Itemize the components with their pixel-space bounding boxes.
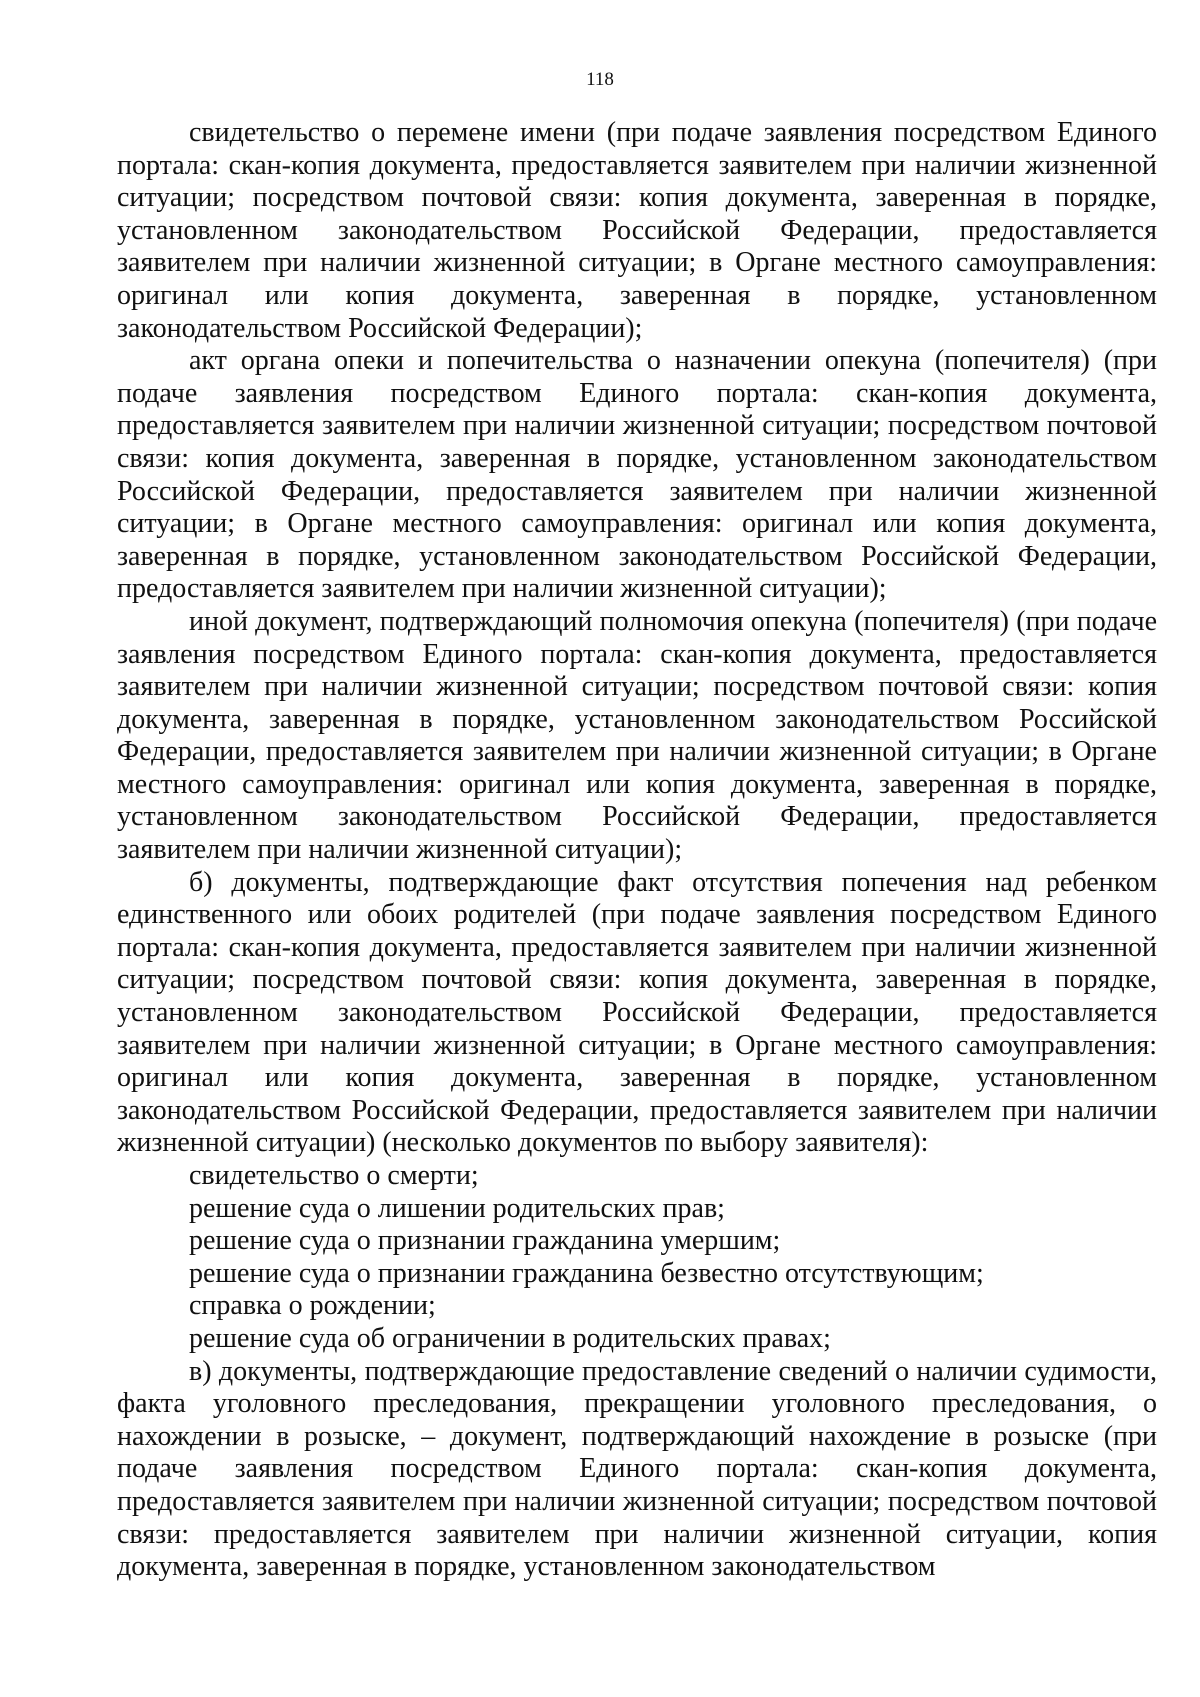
- list-item-declared-deceased: решение суда о признании гражданина умершим;: [189, 1225, 781, 1257]
- paragraph-guardian-authority-document: иной документ, подтверждающий полномочия опекуна (попечителя) (при подаче заявления посредством Единого портала: скан-копия документа, предоставляется заявителем при наличии жизненной ситуации; посредством почтовой связи: копия документа, заверенная в порядке, установленном законодательством Российской Федерации, предоставляется заявителем при наличии жизненной ситуации; в Органе местного самоуправления: оригинал или копия документа, заверенная в порядке, установленном законодательством Российской Федерации, предоставляется заявителем при наличии жизненной ситуации);: [117, 605, 1157, 866]
- paragraph-name-change-certificate: свидетельство о перемене имени (при подаче заявления посредством Единого портала: скан-копия документа, предоставляется заявителем при наличии жизненной ситуации; посредством почтовой связи: копия документа, заверенная в порядке, установленном законодательством Российской Федерации, предоставляется заявителем при наличии жизненной ситуации; в Органе местного самоуправления: оригинал или копия документа, заверенная в порядке, установленном законодательством Российской Федерации);: [117, 117, 1157, 344]
- paragraph-item-b-parental-care-absence: б) документы, подтверждающие факт отсутствия попечения над ребенком единственного или обоих родителей (при подаче заявления посредством Единого портала: скан-копия документа, предоставляется заявителем при наличии жизненной ситуации; посредством почтовой связи: копия документа, заверенная в порядке, установленном законодательством Российской Федерации, предоставляется заявителем при наличии жизненной ситуации; в Органе местного самоуправления: оригинал или копия документа, заверенная в порядке, установленном законодательством Российской Федерации, предоставляется заявителем при наличии жизненной ситуации) (несколько документов по выбору заявителя):: [117, 866, 1157, 1159]
- list-item-restriction-of-parental-rights: решение суда об ограничении в родительских правах;: [189, 1322, 831, 1354]
- list-item-death-certificate: свидетельство о смерти;: [189, 1160, 479, 1191]
- document-body: [117, 117, 1157, 1584]
- list-item-birth-certificate: справка о рождении;: [189, 1290, 436, 1322]
- paragraph-guardianship-act: акт органа опеки и попечительства о назначении опекуна (попечителя) (при подаче заявления посредством Единого портала: скан-копия документа, предоставляется заявителем при наличии жизненной ситуации; посредством почтовой связи: копия документа, заверенная в порядке, установленном законодательством Российской Федерации, предоставляется заявителем при наличии жизненной ситуации; в Органе местного самоуправления: оригинал или копия документа, заверенная в порядке, установленном законодательством Российской Федерации, предоставляется заявителем при наличии жизненной ситуации);: [117, 345, 1157, 605]
- list-item-deprivation-of-parental-rights: решение суда о лишении родительских прав;: [189, 1192, 725, 1224]
- page-number: 118: [586, 69, 614, 90]
- list-item-declared-missing: решение суда о признании гражданина безвестно отсутствующим;: [189, 1257, 984, 1289]
- paragraph-item-v-criminal-record: в) документы, подтверждающие предоставление сведений о наличии судимости, факта уголовного преследования, прекращении уголовного преследования, о нахождении в розыске, – документ, подтверждающий нахождение в розыске (при подаче заявления посредством Единого портала: скан-копия документа, предоставляется заявителем при наличии жизненной ситуации; посредством почтовой связи: предоставляется заявителем при наличии жизненной ситуации, копия документа, заверенная в порядке, установленном законодательством: [117, 1355, 1157, 1583]
